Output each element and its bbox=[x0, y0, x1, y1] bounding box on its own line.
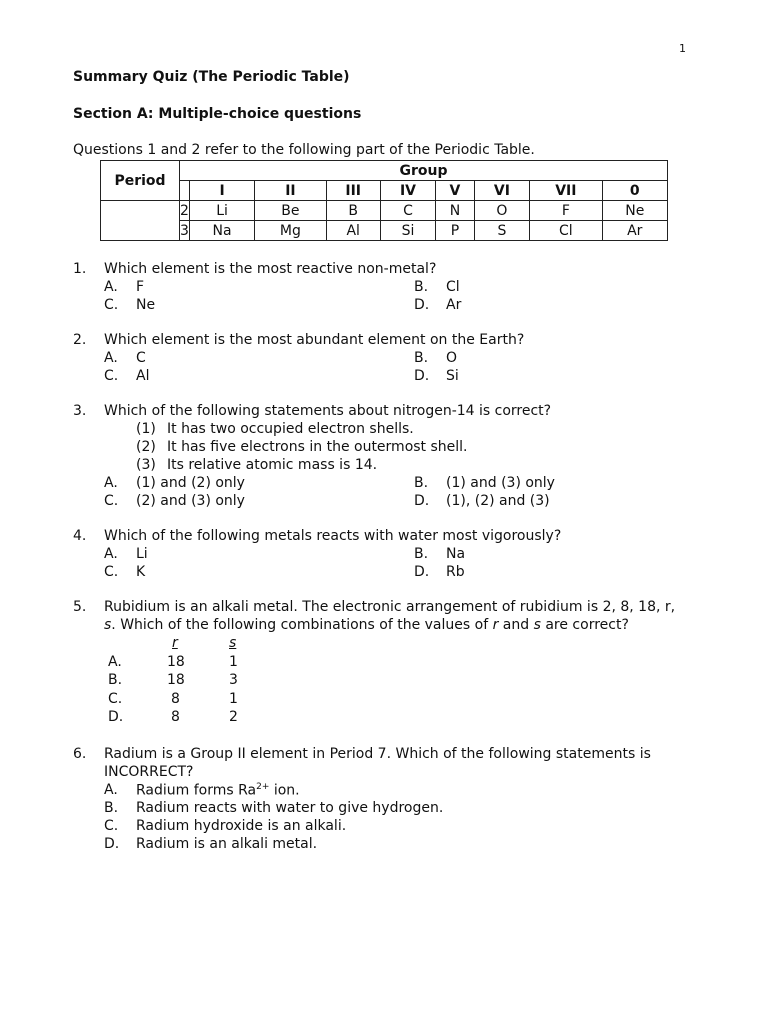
question-text: Which of the following metals reacts with water most vigorously? bbox=[104, 528, 562, 544]
text-part: ion. bbox=[269, 782, 300, 799]
option-text: Radium is an alkali metal. bbox=[136, 836, 318, 852]
group-header: Group bbox=[180, 161, 668, 181]
element-cell: C bbox=[380, 201, 435, 221]
element-cell: N bbox=[436, 201, 475, 221]
question-text: Which of the following statements about nitrogen-14 is correct? bbox=[104, 403, 552, 419]
element-cell: Li bbox=[189, 201, 254, 221]
option-text: Rb bbox=[446, 564, 465, 580]
period-cell: 2 bbox=[180, 202, 189, 219]
element-cell: O bbox=[474, 201, 529, 221]
question-number: 2. bbox=[73, 332, 87, 348]
question-number: 3. bbox=[73, 403, 87, 419]
col-r-header: r bbox=[172, 635, 178, 651]
option-text: Al bbox=[136, 368, 150, 384]
group-cell: II bbox=[255, 181, 326, 201]
question-text-line1: Rubidium is an alkali metal. The electronic arrangement of rubidium is 2, 8, 18, r, bbox=[104, 599, 676, 615]
element-cell: Al bbox=[326, 221, 380, 241]
question-text-line1: Radium is a Group II element in Period 7. Which of the following statements is bbox=[104, 746, 651, 762]
element-cell: Mg bbox=[255, 221, 326, 241]
s-value: 3 bbox=[229, 672, 238, 688]
option-letter: B. bbox=[414, 546, 429, 562]
group-cell: III bbox=[326, 181, 380, 201]
element-cell: F bbox=[530, 201, 602, 221]
option-letter: D. bbox=[414, 368, 430, 384]
option-text: (2) and (3) only bbox=[136, 493, 245, 509]
page-number: 1 bbox=[679, 42, 686, 55]
option-letter: C. bbox=[104, 564, 119, 580]
option-letter: A. bbox=[104, 350, 118, 366]
option-letter: B. bbox=[104, 800, 119, 816]
r-value: 18 bbox=[167, 654, 185, 670]
option-text bbox=[136, 782, 300, 799]
group-cell: VI bbox=[474, 181, 529, 201]
option-text: Cl bbox=[446, 279, 460, 295]
option-letter: C. bbox=[104, 297, 119, 313]
blank-cell bbox=[101, 221, 180, 241]
option-text: F bbox=[136, 279, 145, 295]
option-letter: C. bbox=[104, 493, 119, 509]
var-s: s bbox=[104, 617, 112, 633]
option-letter: A. bbox=[108, 654, 122, 670]
element-cell: P bbox=[436, 221, 475, 241]
statement-text: It has two occupied electron shells. bbox=[167, 421, 414, 437]
question-text-line2: INCORRECT? bbox=[104, 764, 194, 780]
option-letter: B. bbox=[414, 350, 429, 366]
option-letter: A. bbox=[104, 782, 118, 798]
blank-cell bbox=[180, 181, 190, 201]
statement-text: Its relative atomic mass is 14. bbox=[167, 457, 378, 473]
option-letter: D. bbox=[414, 493, 430, 509]
option-letter: D. bbox=[414, 297, 430, 313]
table-row bbox=[101, 221, 668, 241]
option-letter: B. bbox=[108, 672, 123, 688]
question-text-line2 bbox=[104, 617, 629, 633]
group-cell: V bbox=[436, 181, 475, 201]
option-letter: A. bbox=[104, 279, 118, 295]
option-letter: C. bbox=[104, 368, 119, 384]
text-part: and bbox=[498, 617, 534, 633]
option-text: Li bbox=[136, 546, 148, 562]
intro-text: Questions 1 and 2 refer to the following part of the Periodic Table. bbox=[73, 142, 535, 158]
element-cell: Cl bbox=[530, 221, 602, 241]
option-letter: C. bbox=[108, 691, 123, 707]
question-number: 4. bbox=[73, 528, 87, 544]
group-cell: 0 bbox=[602, 181, 667, 201]
element-cell: Si bbox=[380, 221, 435, 241]
option-text: Ar bbox=[446, 297, 462, 313]
option-text: Si bbox=[446, 368, 459, 384]
periodic-table bbox=[100, 160, 668, 241]
text-part: are correct? bbox=[540, 617, 629, 633]
option-text: O bbox=[446, 350, 458, 366]
group-cell: VII bbox=[530, 181, 602, 201]
s-value: 2 bbox=[229, 709, 238, 725]
table-row bbox=[101, 201, 668, 221]
r-value: 18 bbox=[167, 672, 185, 688]
group-cell: IV bbox=[380, 181, 435, 201]
section-title: Section A: Multiple-choice questions bbox=[73, 106, 362, 122]
option-text: C bbox=[136, 350, 146, 366]
option-letter: D. bbox=[108, 709, 124, 725]
element-cell: Ne bbox=[602, 201, 667, 221]
option-text: (1) and (3) only bbox=[446, 475, 555, 491]
option-text: Radium hydroxide is an alkali. bbox=[136, 818, 347, 834]
r-value: 8 bbox=[171, 709, 180, 725]
statement-number: (3) bbox=[136, 457, 156, 473]
s-value: 1 bbox=[229, 654, 238, 670]
option-letter: D. bbox=[414, 564, 430, 580]
element-cell: S bbox=[474, 221, 529, 241]
question-text: Which element is the most abundant element on the Earth? bbox=[104, 332, 525, 348]
statement-number: (2) bbox=[136, 439, 156, 455]
statement-text: It has five electrons in the outermost shell. bbox=[167, 439, 468, 455]
col-s-header: s bbox=[229, 635, 237, 651]
option-letter: C. bbox=[104, 818, 119, 834]
text-part: Radium forms Ra bbox=[136, 782, 257, 799]
blank-cell bbox=[101, 201, 180, 221]
option-letter: B. bbox=[414, 279, 429, 295]
option-letter: A. bbox=[104, 546, 118, 562]
element-cell: Na bbox=[189, 221, 254, 241]
option-text: Na bbox=[446, 546, 466, 562]
question-number: 1. bbox=[73, 261, 87, 277]
question-text: Which element is the most reactive non-metal? bbox=[104, 261, 437, 277]
superscript: 2+ bbox=[256, 782, 270, 792]
element-cell: Ar bbox=[602, 221, 667, 241]
var-r: r bbox=[492, 617, 499, 633]
option-text: Radium reacts with water to give hydrogen. bbox=[136, 800, 444, 816]
option-text: (1), (2) and (3) bbox=[446, 493, 550, 509]
text-part: . Which of the following combinations of the values of bbox=[111, 617, 493, 633]
group-cell: I bbox=[189, 181, 254, 201]
option-letter: A. bbox=[104, 475, 118, 491]
option-letter: B. bbox=[414, 475, 429, 491]
option-text: K bbox=[136, 564, 146, 580]
question-number: 6. bbox=[73, 746, 87, 762]
s-value: 1 bbox=[229, 691, 238, 707]
option-text: (1) and (2) only bbox=[136, 475, 245, 491]
option-text: Ne bbox=[136, 297, 156, 313]
element-cell: Be bbox=[255, 201, 326, 221]
period-header: Period bbox=[101, 161, 180, 201]
r-value: 8 bbox=[171, 691, 180, 707]
quiz-title: Summary Quiz (The Periodic Table) bbox=[73, 69, 350, 85]
period-cell: 3 bbox=[180, 222, 189, 239]
question-number: 5. bbox=[73, 599, 87, 615]
element-cell: B bbox=[326, 201, 380, 221]
var-s: s bbox=[533, 617, 541, 633]
statement-number: (1) bbox=[136, 421, 156, 437]
option-letter: D. bbox=[104, 836, 120, 852]
